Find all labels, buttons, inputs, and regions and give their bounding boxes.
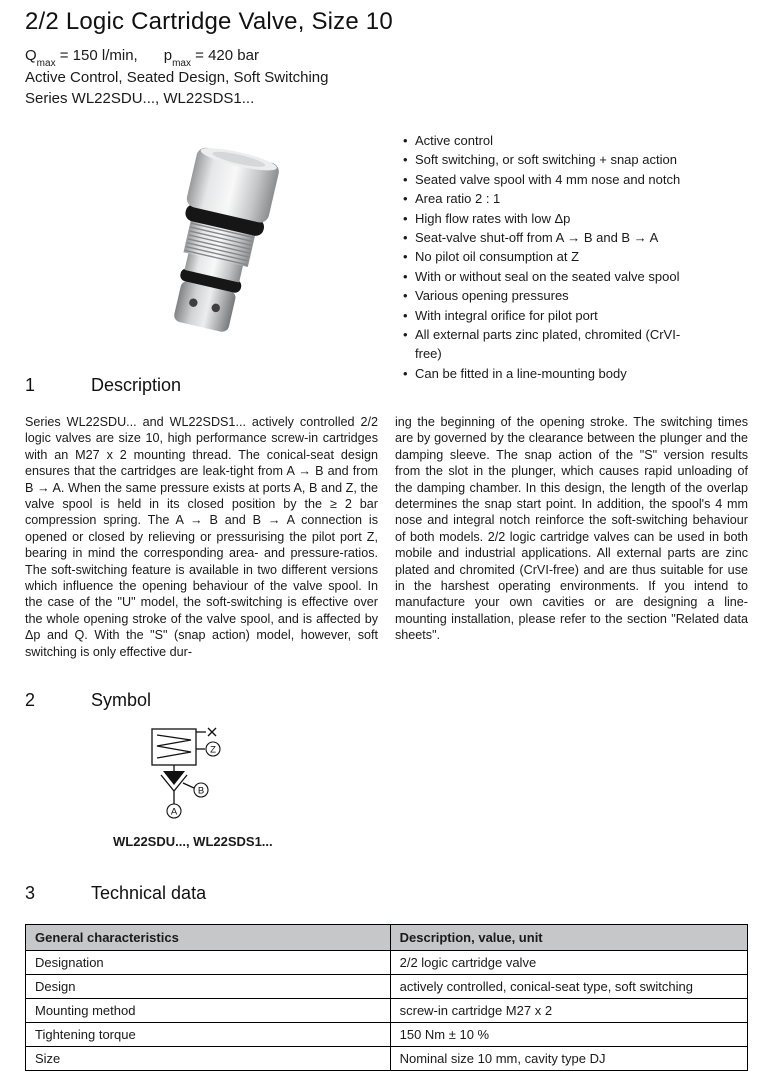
description-column-right: ing the beginning of the opening stroke. The switching times are by governed by the clearance between the plunger and the damping sleeve. The snap action of the "S" version results from the slot in the plunger, which causes rapid unloading of the damping chamber. In this design, the length of the overlap determines the snap start point. In addition, the spool's 4 mm nose and integral notch reinforce the soft-switching behaviour of both models. 2/2 logic cartridge valves can be used in both mobile and industrial applications. All external parts are zinc plated and chromited (CrVI-free) and are thus suitable for use in the harshest operating environments. If you intend to manufacture your own cavities or are designing a line-mounting installation, please refer to the section "Related data sheets".	[395, 415, 748, 643]
port-label-z: Z	[210, 744, 216, 756]
section-title: Symbol	[91, 690, 152, 711]
qmax-value: = 150 l/min,	[55, 47, 138, 64]
bullet-icon: •	[403, 365, 408, 381]
bullet-icon: •	[403, 307, 408, 323]
feature-text: Seat-valve shut-off from A → B and B → A	[415, 230, 659, 246]
qmax-subscript: max	[36, 58, 56, 69]
description-body	[25, 414, 748, 660]
feature-text: High flow rates with low Δp	[415, 210, 571, 226]
feature-item	[403, 267, 705, 286]
table-cell-value: Nominal size 10 mm, cavity type DJ	[390, 1047, 747, 1071]
feature-item	[403, 189, 705, 208]
table-row	[26, 1023, 748, 1047]
page-title: 2/2 Logic Cartridge Valve, Size 10	[25, 8, 393, 35]
symbol-caption: WL22SDU..., WL22SDS1...	[113, 834, 273, 850]
bullet-icon: •	[403, 133, 408, 148]
table-cell-value: screw-in cartridge M27 x 2	[390, 999, 747, 1023]
technical-data-table	[25, 924, 748, 1071]
subtitle-control-design: Active Control, Seated Design, Soft Switching	[25, 69, 329, 86]
feature-text: With or without seal on the seated valve spool	[415, 268, 680, 284]
table-header-row	[26, 925, 748, 951]
cartridge-valve-image	[93, 137, 345, 353]
header	[25, 8, 748, 109]
description-column-left: Series WL22SDU... and WL22SDS1... actively controlled 2/2 logic valves are size 10, high performance screw-in cartridges with an M27 x 2 mounting thread. The conical-seat design ensures that the cartridges are leak-tight from A → B and from B → A. When the same pressure exists at ports A, B and Z, the valve spool is held in its closed position by the ≥ 2 bar compression spring. The A → B and B → A connection is opened or closed by relieving or pressurising the pilot port Z, bearing in mind the corresponding area- and pressure-ratios. The soft-switching feature is available in two different versions which influence the opening behaviour of the valve spool. In the case of the "U" model, the soft-switching is effective over the whole opening stroke of the valve spool, and is affected by Δp and Q. With the "S" (snap action) model, however, soft switching is only effective dur-	[25, 415, 378, 659]
feature-item	[403, 131, 705, 150]
table-cell-label: Tightening torque	[26, 1023, 391, 1047]
pmax-subscript: max	[172, 58, 191, 69]
pmax-value: = 420 bar	[190, 47, 259, 64]
feature-item	[403, 150, 705, 169]
section-title: Description	[91, 375, 182, 395]
table-cell-label: Designation	[26, 951, 391, 975]
feature-item	[403, 228, 705, 247]
bullet-icon: •	[403, 191, 408, 207]
section-number: 2	[25, 690, 36, 711]
description-section	[25, 375, 748, 660]
subtitle-series: Series WL22SDU..., WL22SDS1...	[25, 90, 255, 107]
table-header-description: Description, value, unit	[390, 925, 747, 951]
technical-data-section	[25, 883, 748, 1071]
symbol-section	[25, 690, 748, 849]
feature-text: All external parts zinc plated, chromited (CrVI-free)	[415, 327, 681, 362]
feature-item	[403, 306, 705, 325]
feature-item	[403, 247, 705, 266]
table-cell-label: Mounting method	[26, 999, 391, 1023]
feature-item	[403, 364, 705, 383]
bullet-icon: •	[403, 210, 408, 226]
feature-item	[403, 209, 705, 228]
section-number: 3	[25, 883, 36, 904]
bullet-icon: •	[403, 152, 408, 168]
hydraulic-symbol	[117, 721, 748, 830]
table-row	[26, 1047, 748, 1071]
pmax-symbol: p	[163, 47, 173, 64]
table-row	[26, 975, 748, 999]
table-row	[26, 999, 748, 1023]
symbol-heading	[25, 690, 748, 711]
table-cell-label: Design	[26, 975, 391, 999]
table-header-characteristics: General characteristics	[26, 925, 391, 951]
hero-section	[25, 131, 748, 381]
feature-text: Can be fitted in a line-mounting body	[415, 365, 627, 381]
table-cell-value: 150 Nm ± 10 %	[390, 1023, 747, 1047]
feature-text: Active control	[415, 133, 494, 148]
feature-list	[403, 131, 705, 381]
bullet-icon: •	[403, 288, 408, 304]
feature-text: Area ratio 2 : 1	[415, 191, 501, 207]
feature-text: Seated valve spool with 4 mm nose and notch	[415, 171, 681, 187]
feature-item	[403, 286, 705, 305]
table-cell-label: Size	[26, 1047, 391, 1071]
table-cell-value: 2/2 logic cartridge valve	[390, 951, 747, 975]
qmax-symbol: Q	[25, 47, 37, 64]
bullet-icon: •	[403, 171, 408, 187]
table-cell-value: actively controlled, conical-seat type, soft switching	[390, 975, 747, 999]
feature-text: Various opening pressures	[415, 288, 569, 304]
bullet-icon: •	[403, 268, 408, 284]
bullet-icon: •	[403, 249, 408, 265]
bullet-icon: •	[403, 230, 408, 246]
valve-symbol-drawing	[117, 721, 267, 825]
specs-line	[25, 47, 748, 67]
feature-item	[403, 325, 705, 364]
feature-text: Soft switching, or soft switching + snap action	[415, 152, 677, 168]
bullet-icon: •	[403, 327, 408, 343]
section-title: Technical data	[91, 883, 207, 904]
feature-text: No pilot oil consumption at Z	[415, 249, 580, 265]
port-label-b: B	[197, 785, 205, 797]
feature-item	[403, 170, 705, 189]
table-row	[26, 951, 748, 975]
valve-photo	[25, 131, 403, 359]
technical-heading	[25, 883, 748, 904]
port-label-a: A	[170, 806, 178, 818]
section-number: 1	[25, 375, 36, 395]
feature-text: With integral orifice for pilot port	[415, 307, 598, 323]
